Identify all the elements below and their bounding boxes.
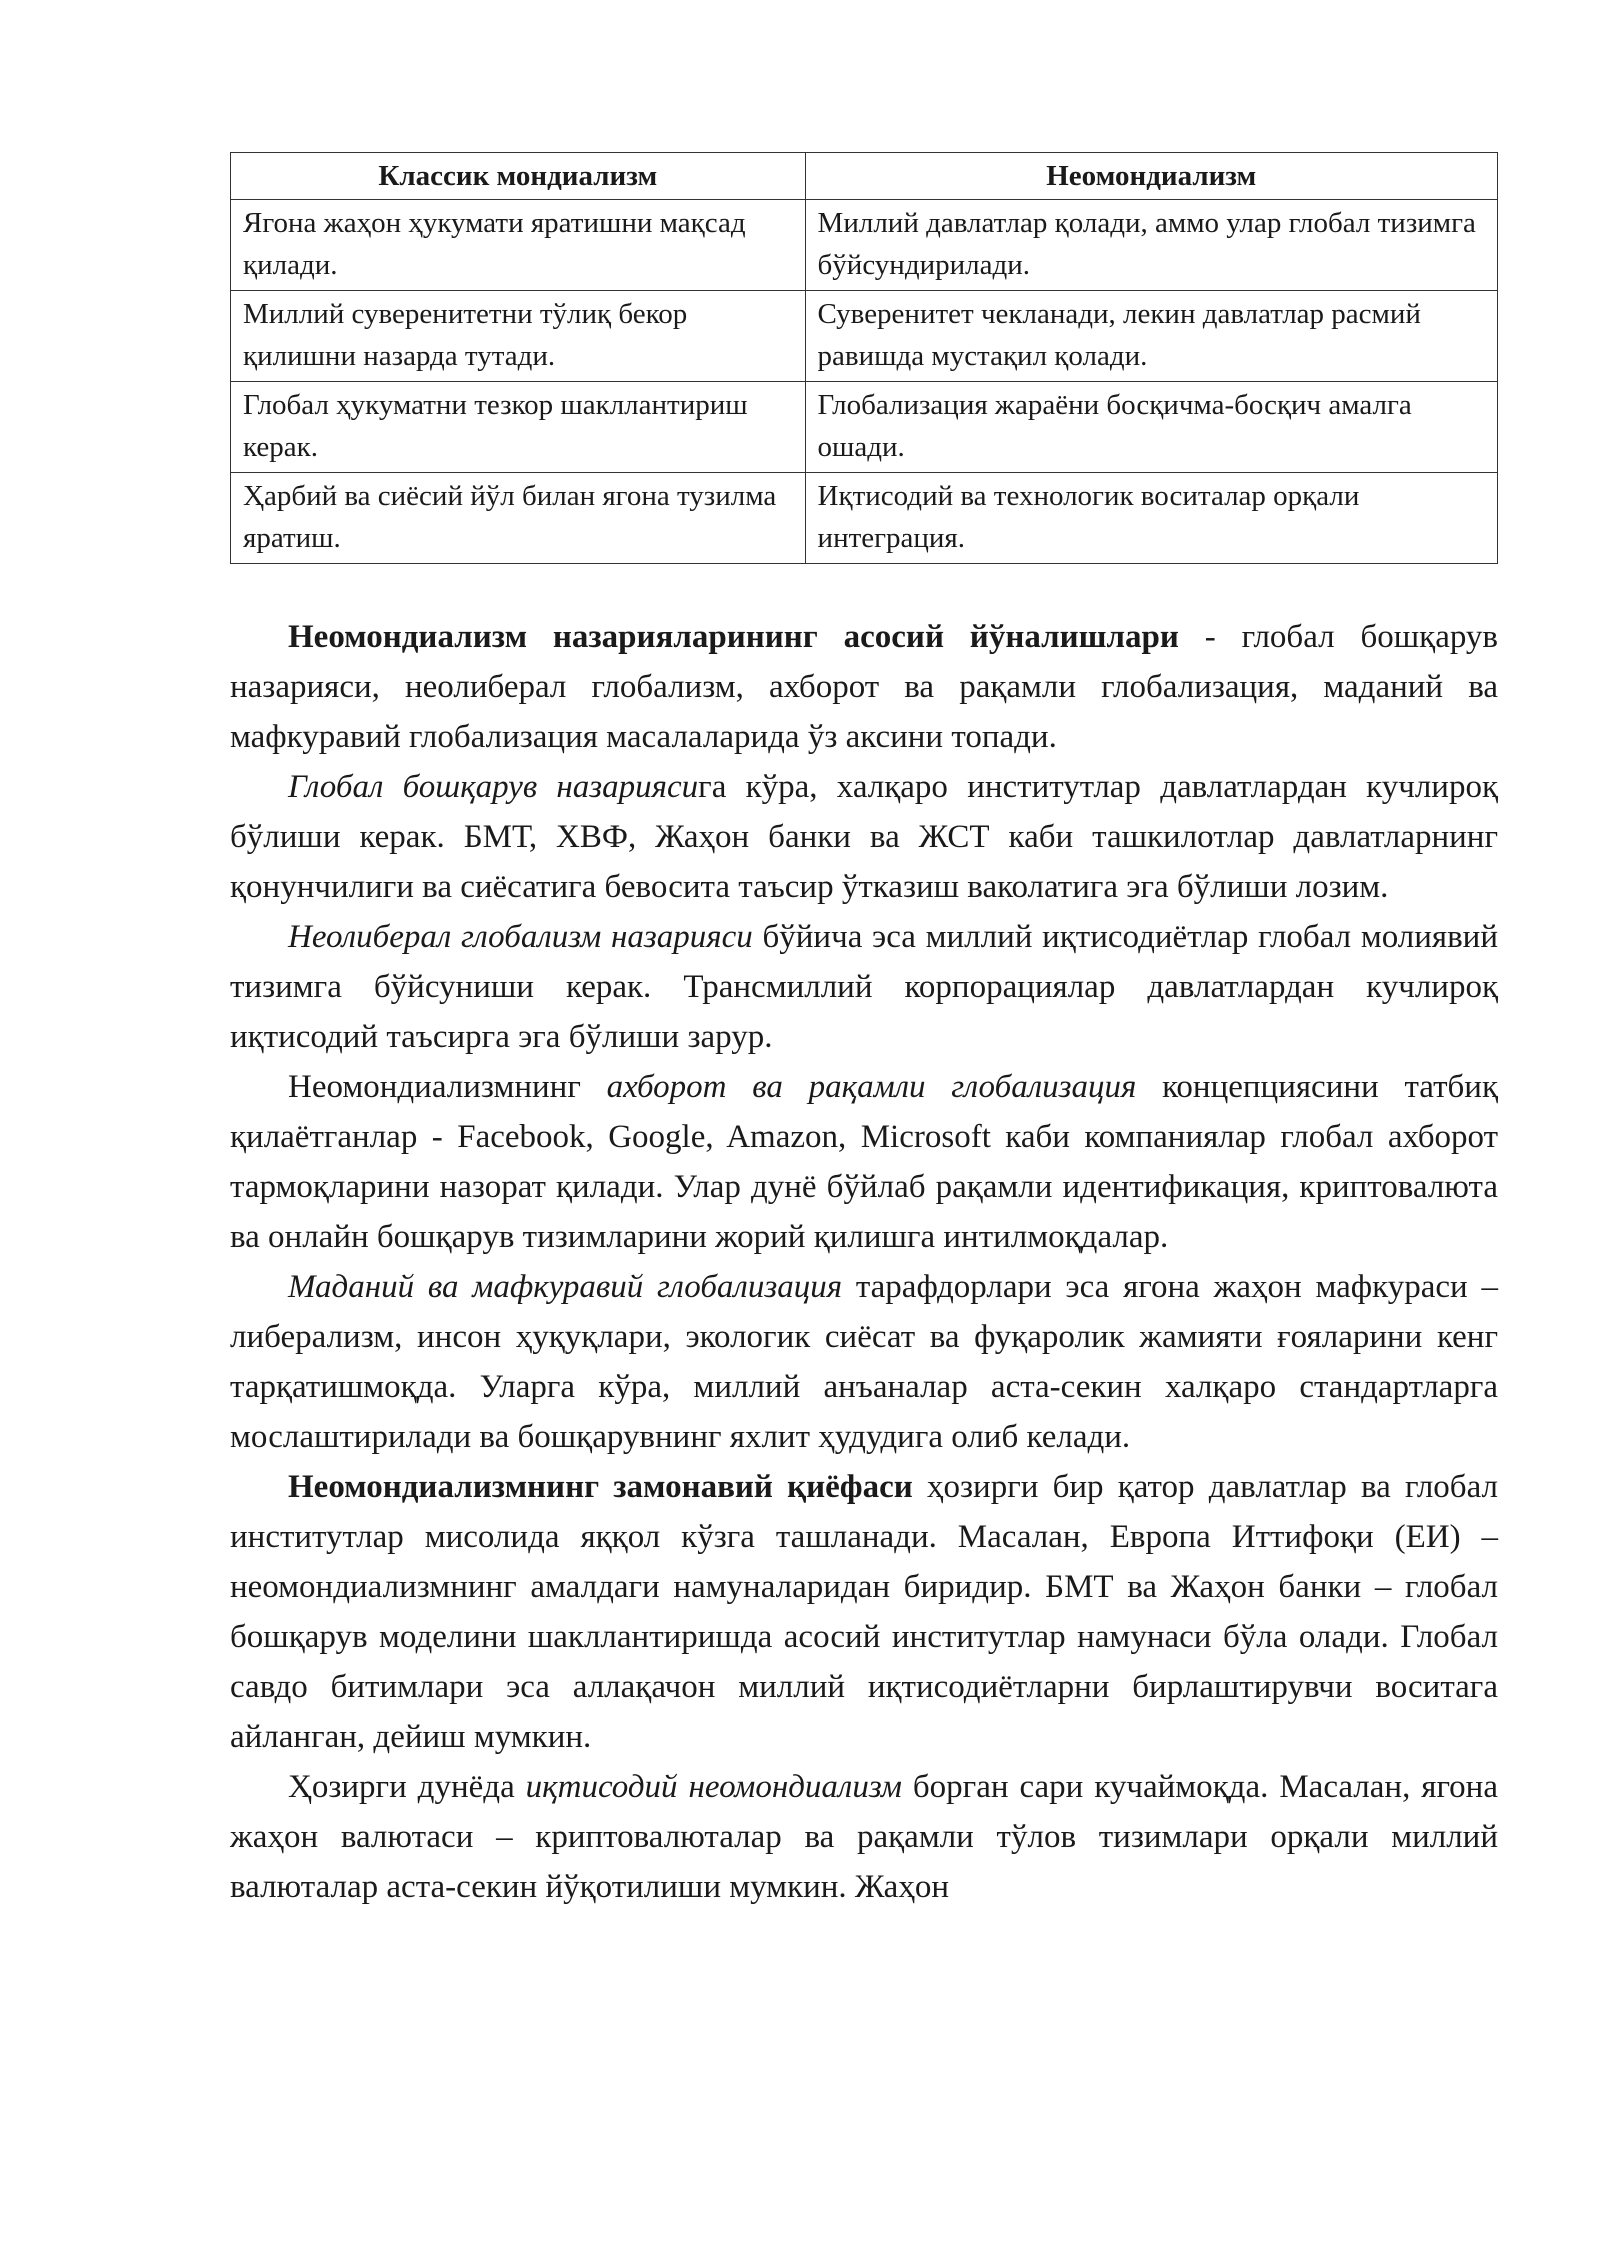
paragraph-text: га кўра, халқаро институтлар давлатлардан кучлироқ бўлиши керак. БМТ, ХВФ, Жаҳон банки ва ЖСТ каби ташкилотлар давлатларнинг қонунчилиги ва сиёсатига бевосита таъсир ўтказиш ваколатига эга бўлиши лозим. bbox=[230, 769, 1498, 905]
bold-heading: Неомондиализм назарияларининг асосий йўналишлари bbox=[288, 619, 1179, 655]
paragraph-text: ҳозирги бир қатор давлатлар ва глобал институтлар мисолида яққол кўзга ташланади. Масалан, Европа Иттифоқи (ЕИ) – неомондиализмнинг амалдаги намуналаридан биридир. БМТ ва Жаҳон банки – глобал бошқарув моделини шакллантиришда асосий институтлар намунаси бўла олади. Глобал савдо битимлари эса аллақачон миллий иқтисодиётларни бирлаштирувчи воситага айланган, дейиш мумкин. bbox=[230, 1469, 1498, 1755]
table-cell: Глобал ҳукуматни тезкор шакллантириш керак. bbox=[231, 382, 806, 473]
table-cell: Ягона жаҳон ҳукумати яратишни мақсад қилади. bbox=[231, 200, 806, 291]
paragraph-lead: Ҳозирги дунёда bbox=[288, 1769, 526, 1805]
paragraph-text: концепциясини татбиқ қилаётганлар - Facebook, Google, Amazon, Microsoft каби компаниялар глобал ахборот тармоқларини назорат қилади. Улар дунё бўйлаб рақамли идентификация, криптовалюта ва онлайн бошқарув тизимларини жорий қилишга интилмоқдалар. bbox=[230, 1069, 1498, 1255]
paragraph-main-directions bbox=[230, 612, 1498, 762]
header-neomondialism: Неомондиализм bbox=[805, 153, 1497, 200]
paragraph-digital-globalization bbox=[230, 1062, 1498, 1262]
paragraph-lead: Неомондиализмнинг bbox=[288, 1069, 607, 1105]
paragraph-economic-neomondialism bbox=[230, 1762, 1498, 1912]
table-row bbox=[231, 382, 1498, 473]
table-cell: Ҳарбий ва сиёсий йўл билан ягона тузилма яратиш. bbox=[231, 473, 806, 564]
paragraph-text: борган сари кучаймоқда. Масалан, ягона жаҳон валютаси – криптовалюталар ва рақамли тўлов тизимлари орқали миллий валюталар аста-секин йўқотилиши мумкин. Жаҳон bbox=[230, 1769, 1498, 1905]
italic-term: Неолиберал глобализм назарияси bbox=[288, 919, 753, 955]
comparison-table bbox=[230, 152, 1498, 564]
italic-term: Маданий ва мафкуравий глобализация bbox=[288, 1269, 843, 1305]
table-cell: Миллий суверенитетни тўлиқ бекор қилишни назарда тутади. bbox=[231, 291, 806, 382]
italic-term: ахборот ва рақамли глобализация bbox=[606, 1069, 1137, 1105]
paragraph-modern-image bbox=[230, 1462, 1498, 1762]
paragraph-text: - глобал бошқарув назарияси, неолиберал глобализм, ахборот ва рақамли глобализация, маданий ва мафкуравий глобализация масалаларида ўз аксини топади. bbox=[230, 619, 1498, 755]
page-content bbox=[230, 152, 1498, 1912]
bold-heading: Неомондиализмнинг замонавий қиёфаси bbox=[288, 1469, 913, 1505]
table-cell: Миллий давлатлар қолади, аммо улар глобал тизимга бўйсундирилади. bbox=[805, 200, 1497, 291]
table-cell: Глобализация жараёни босқичма-босқич амалга ошади. bbox=[805, 382, 1497, 473]
table-row bbox=[231, 473, 1498, 564]
table-cell: Иқтисодий ва технологик воситалар орқали интеграция. bbox=[805, 473, 1497, 564]
paragraph-cultural-globalization bbox=[230, 1262, 1498, 1462]
table-row bbox=[231, 291, 1498, 382]
paragraph-text: бўйича эса миллий иқтисодиётлар глобал молиявий тизимга бўйсуниши керак. Трансмиллий корпорациялар давлатлардан кучлироқ иқтисодий таъсирга эга бўлиши зарур. bbox=[230, 919, 1498, 1055]
paragraph-text: тарафдорлари эса ягона жаҳон мафкураси – либерализм, инсон ҳуқуқлари, экологик сиёсат ва фуқаролик жамияти ғояларини кенг тарқатишмоқда. Уларга кўра, миллий анъаналар аста-секин халқаро стандартларга мослаштирилади ва бошқарувнинг яхлит ҳудудига олиб келади. bbox=[230, 1269, 1498, 1455]
paragraph-neoliberal-globalism bbox=[230, 912, 1498, 1062]
italic-term: иқтисодий неомондиализм bbox=[525, 1769, 902, 1805]
header-classic-mondialism: Классик мондиализм bbox=[231, 153, 806, 200]
table-header-row bbox=[231, 153, 1498, 200]
paragraph-global-governance bbox=[230, 762, 1498, 912]
italic-term: Глобал бошқарув назарияси bbox=[288, 769, 699, 805]
table-cell: Суверенитет чекланади, лекин давлатлар расмий равишда мустақил қолади. bbox=[805, 291, 1497, 382]
table-row bbox=[231, 200, 1498, 291]
body-text bbox=[230, 612, 1498, 1912]
